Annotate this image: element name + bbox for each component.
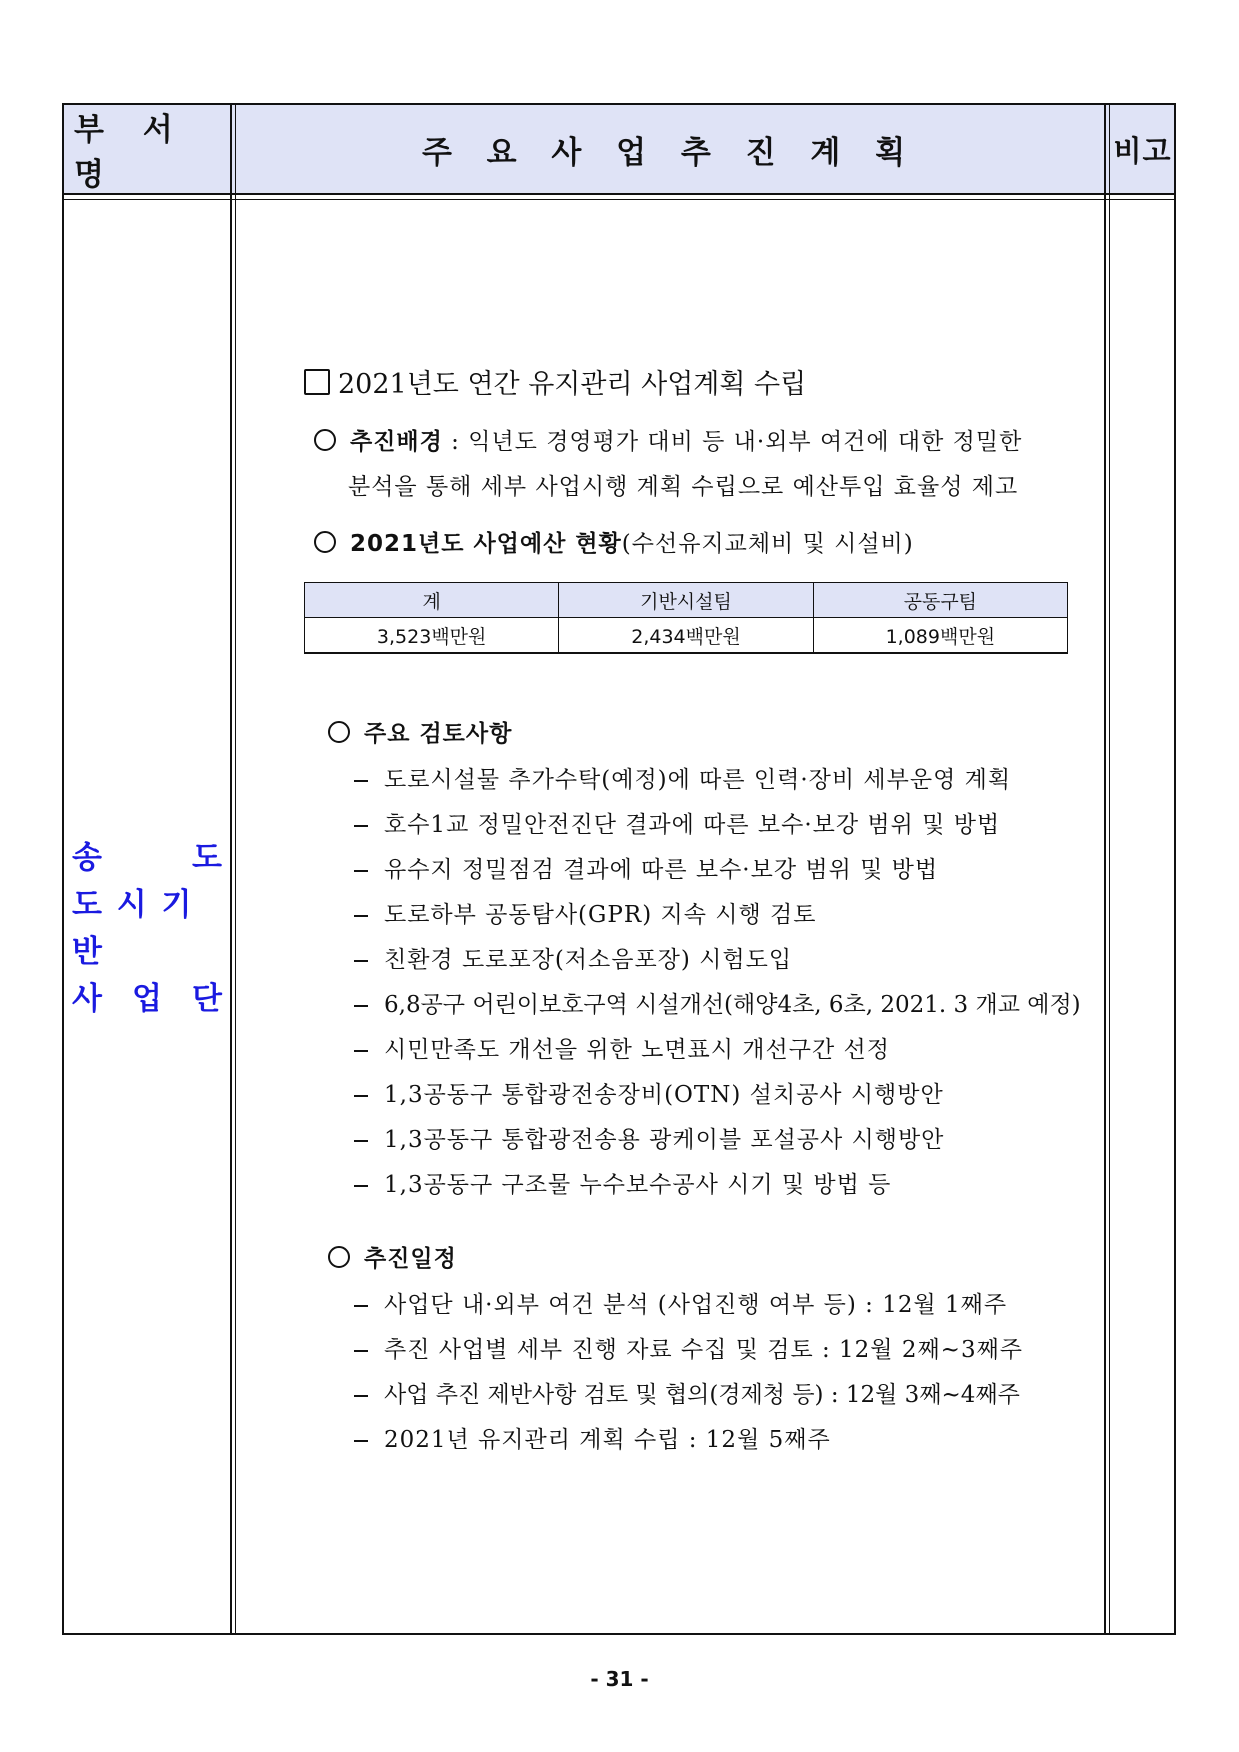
list-item: 사업단 내·외부 여건 분석 (사업진행 여부 등) : 12월 1째주 (354, 1286, 1007, 1319)
checkbox-square-icon (304, 369, 330, 395)
budget-header-total: 계 (305, 583, 559, 618)
header-plan: 주 요 사 업 추 진 계 획 (421, 134, 918, 171)
budget-header-utility: 공동구팀 (813, 583, 1067, 618)
circle-bullet-icon (314, 531, 336, 553)
department-name: 송 도 도 시 기 반 사 업 단 (72, 840, 222, 1017)
list-item: 친환경 도로포장(저소음포장) 시험도입 (354, 941, 792, 974)
budget-value-infra: 2,434백만원 (559, 618, 813, 654)
budget-value-total: 3,523백만원 (305, 618, 559, 654)
column-divider (230, 105, 232, 1633)
list-item: 1,3공동구 통합광전송용 광케이블 포설공사 시행방안 (354, 1121, 944, 1154)
budget-label: 2021년도 사업예산 현황(수선유지교체비 및 시설비) (314, 525, 914, 558)
list-item: 유수지 정밀점검 결과에 따른 보수·보강 범위 및 방법 (354, 851, 938, 884)
list-item: 추진 사업별 세부 진행 자료 수집 및 검토 : 12월 2째~3째주 (354, 1331, 1023, 1364)
header-note: 비고 (1113, 133, 1172, 168)
circle-bullet-icon (314, 429, 336, 451)
list-item: 호수1교 정밀안전진단 결과에 따른 보수·보강 범위 및 방법 (354, 806, 1000, 839)
header-department: 부 서 명 (74, 112, 187, 193)
page-number: - 31 - (590, 1667, 649, 1691)
list-item: 1,3공동구 구조물 누수보수공사 시기 및 방법 등 (354, 1166, 891, 1199)
column-divider (1109, 105, 1110, 1633)
budget-value-utility: 1,089백만원 (813, 618, 1067, 654)
schedule-label: 추진일정 (328, 1240, 457, 1273)
section-title: 2021년도 연간 유지관리 사업계획 수립 (304, 362, 806, 401)
column-divider (235, 105, 236, 1633)
plan-table (62, 103, 1176, 1635)
background-line-2: 분석을 통해 세부 사업시행 계획 수립으로 예산투입 효율성 제고 (348, 474, 1019, 500)
review-label: 주요 검토사항 (328, 715, 512, 748)
list-item: 도로시설물 추가수탁(예정)에 따른 인력·장비 세부운영 계획 (354, 761, 1011, 794)
list-item: 도로하부 공동탐사(GPR) 지속 시행 검토 (354, 896, 816, 929)
list-item: 2021년 유지관리 계획 수립 : 12월 5째주 (354, 1421, 831, 1454)
background-line-1: 추진배경 : 익년도 경영평가 대비 등 내·외부 여건에 대한 정밀한 (314, 423, 1022, 456)
list-item: 1,3공동구 통합광전송장비(OTN) 설치공사 시행방안 (354, 1076, 944, 1109)
budget-header-infra: 기반시설팀 (559, 583, 813, 618)
list-item: 6,8공구 어린이보호구역 시설개선(해양4초, 6초, 2021. 3 개교 예정) (354, 986, 1081, 1019)
column-divider (1104, 105, 1106, 1633)
circle-bullet-icon (328, 1246, 350, 1268)
circle-bullet-icon (328, 721, 350, 743)
list-item: 시민만족도 개선을 위한 노면표시 개선구간 선정 (354, 1031, 890, 1064)
list-item: 사업 추진 제반사항 검토 및 협의(경제청 등) : 12월 3째~4째주 (354, 1376, 1020, 1409)
budget-table (304, 582, 1068, 654)
